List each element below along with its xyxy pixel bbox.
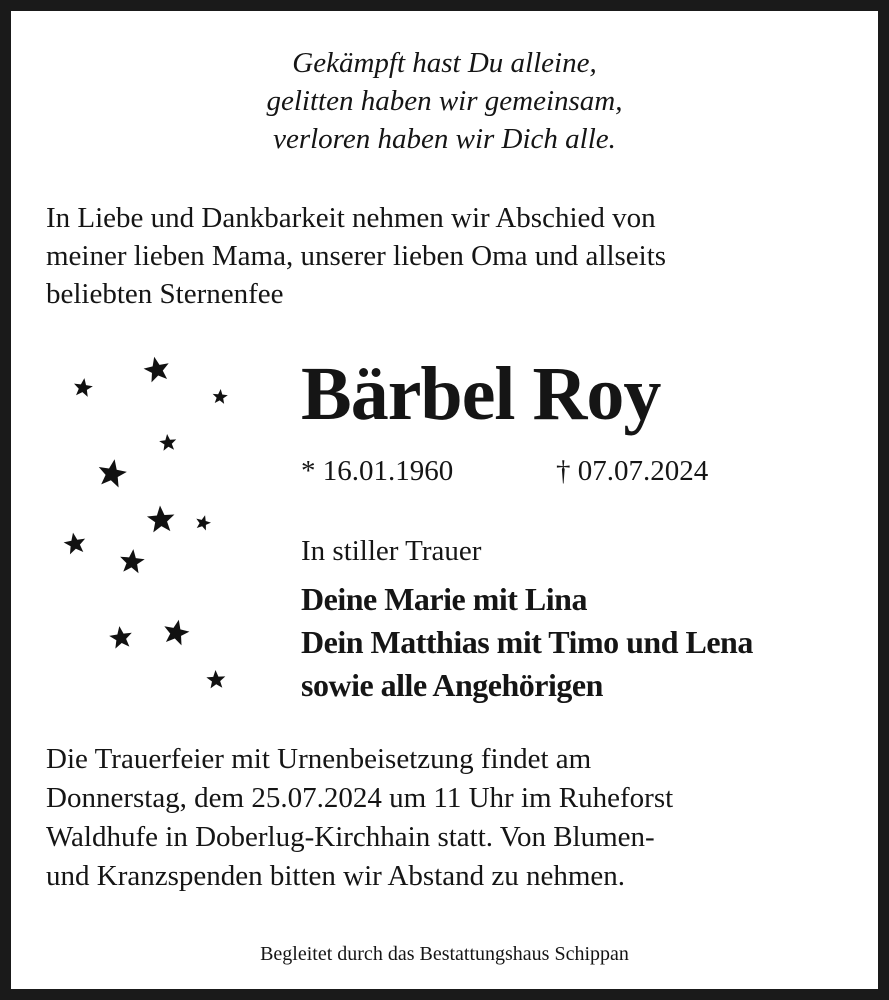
- star-icon: [108, 625, 134, 650]
- farewell-line: In Liebe und Dankbarkeit nehmen wir Abschied von: [46, 202, 656, 234]
- mourning-label: In stiller Trauer: [301, 535, 482, 567]
- star-icon: [194, 513, 212, 531]
- poem-line: Gekämpft hast Du alleine,: [292, 47, 597, 79]
- deceased-name: Bärbel Roy: [301, 352, 661, 436]
- funeral-home-credit: Begleitet durch das Bestattungshaus Schippan: [260, 943, 629, 965]
- ceremony-line: Waldhufe in Doberlug-Kirchhain statt. Von Blumen-: [46, 821, 655, 853]
- poem-line: verloren haben wir Dich alle.: [273, 123, 616, 155]
- family-names: [301, 578, 753, 707]
- family-line: Dein Matthias mit Timo und Lena: [301, 624, 753, 660]
- star-icon: [146, 505, 175, 533]
- farewell-line: meiner lieben Mama, unserer lieben Oma und allseits: [46, 240, 667, 272]
- star-icon: [142, 354, 172, 383]
- farewell-line: beliebten Sternenfee: [46, 278, 284, 310]
- star-decoration: [11, 11, 311, 731]
- star-icon: [206, 670, 226, 689]
- death-date: † 07.07.2024: [556, 455, 709, 487]
- star-field: [11, 11, 311, 731]
- star-icon: [119, 548, 146, 574]
- star-icon: [96, 457, 129, 489]
- ceremony-text: [46, 740, 846, 896]
- star-icon: [159, 433, 178, 451]
- family-line: sowie alle Angehörigen: [301, 667, 603, 703]
- ceremony-line: und Kranzspenden bitten wir Abstand zu nehmen.: [46, 860, 626, 892]
- birth-date: * 16.01.1960: [301, 455, 454, 487]
- poem-line: gelitten haben wir gemeinsam,: [266, 85, 623, 117]
- star-icon: [212, 388, 228, 404]
- ceremony-line: Die Trauerfeier mit Urnenbeisetzung findet am: [46, 743, 592, 775]
- ceremony-line: Donnerstag, dem 25.07.2024 um 11 Uhr im Ruheforst: [46, 782, 674, 814]
- family-line: Deine Marie mit Lina: [301, 581, 587, 617]
- star-icon: [161, 617, 191, 646]
- star-icon: [62, 531, 87, 555]
- star-icon: [72, 377, 93, 398]
